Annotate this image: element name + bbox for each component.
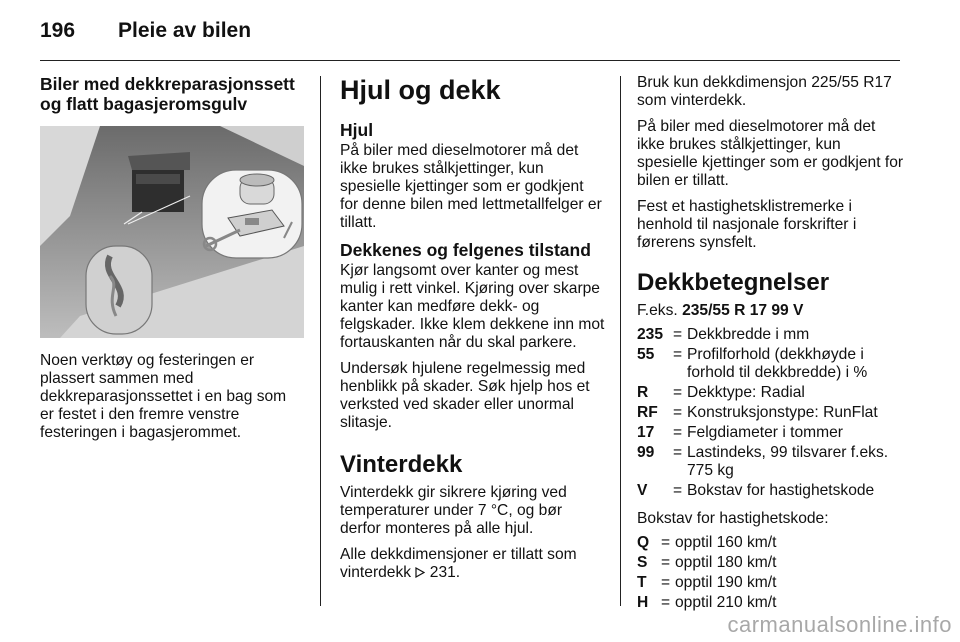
definition-value: opptil 190 km/t (675, 574, 777, 591)
definition-equals: = (673, 326, 683, 343)
winter-paragraph-1: Vinterdekk gir sikrere kjøring ved temperaturer under 7 °C, og bør derfor monteres på alle hjul. (340, 484, 567, 537)
definition-value: Bokstav for hastighetskode (687, 482, 875, 499)
definition-equals: = (673, 404, 683, 421)
right-column (637, 74, 905, 618)
definition-key: Q (637, 534, 650, 551)
definition-row (637, 404, 905, 422)
page-reference-link[interactable]: 231. (429, 564, 461, 581)
definition-row (637, 326, 905, 344)
definition-equals: = (673, 482, 683, 499)
definition-value: Konstruksjonstype: RunFlat (687, 404, 878, 421)
page-number: 196 (40, 19, 76, 42)
definition-key: 17 (637, 424, 655, 441)
condition-heading: Dekkenes og felgenes tilstand (340, 240, 591, 260)
definition-key: H (637, 594, 649, 611)
winter-tyres-heading: Vinterdekk (340, 451, 463, 478)
page-header (0, 0, 960, 60)
condition-paragraph-1: Kjør langsomt over kanter og mest mulig i rett vinkel. Kjøring over skarpe kanter kan medføre dekk- og felgskader. Ikke klem dekkene inn mot fortauskanten når du skal parkere. (340, 262, 605, 351)
definition-row (637, 574, 905, 592)
definition-value: Profilforhold (dekkhøyde i forhold til dekkbredde) i % (687, 346, 868, 381)
definition-row (637, 346, 905, 382)
definition-key: 55 (637, 346, 655, 363)
definition-row (637, 534, 905, 552)
definition-key: 235 (637, 326, 664, 343)
definition-value: Felgdiameter i tommer (687, 424, 843, 441)
column-divider-2 (620, 76, 621, 606)
wheels-text: På biler med dieselmotorer må det ikke brukes stålkjettinger, kun spesielle kjettinger som er godkjent for denne bilen med lettmetallfelger er tillatt. (340, 142, 602, 231)
definition-key: S (637, 554, 648, 571)
definition-row (637, 482, 905, 500)
definition-row (637, 554, 905, 572)
definition-row (637, 384, 905, 402)
winter-paragraph-2-text: Alle dekkdimensjoner er tillatt som vinterdekk (340, 546, 577, 581)
definition-equals: = (673, 424, 683, 441)
speed-code-list (637, 534, 905, 612)
example-label: F.eks. (637, 302, 678, 319)
definition-equals: = (673, 346, 683, 363)
header-divider (40, 60, 900, 61)
definition-row (637, 594, 905, 612)
definition-value: Dekkbredde i mm (687, 326, 810, 343)
arrow-reference-icon (415, 567, 425, 578)
definition-value: Lastindeks, 99 tilsvarer f.eks. 775 kg (687, 444, 889, 479)
definition-equals: = (661, 534, 671, 551)
middle-column (340, 74, 606, 590)
definition-key: R (637, 384, 649, 401)
example-value: 235/55 R 17 99 V (682, 302, 804, 319)
designation-example (637, 302, 905, 320)
definition-key: V (637, 482, 648, 499)
definition-value: opptil 160 km/t (675, 534, 777, 551)
designation-definitions (637, 326, 905, 500)
winter-paragraph-2 (340, 546, 606, 582)
definition-key: 99 (637, 444, 655, 461)
column-divider-1 (320, 76, 321, 606)
definition-equals: = (661, 554, 671, 571)
wheels-heading: Hjul (340, 120, 374, 140)
definition-row (637, 444, 905, 480)
designations-heading: Dekkbetegnelser (637, 269, 830, 296)
page-title: Pleie av bilen (118, 19, 252, 42)
repair-kit-illustration (40, 126, 304, 338)
speed-code-intro: Bokstav for hastighetskode: (637, 510, 829, 527)
winter-dimension-note: Bruk kun dekkdimensjon 225/55 R17 som vinterdekk. (637, 74, 892, 109)
definition-equals: = (661, 594, 671, 611)
definition-value: opptil 210 km/t (675, 594, 777, 611)
definition-equals: = (661, 574, 671, 591)
repair-kit-caption: Noen verktøy og festeringen er plassert sammen med dekkreparasjonssettet i en bag som er festet i den fremre venstre festeringen i bagasjerommet. (40, 352, 287, 441)
definition-key: T (637, 574, 647, 591)
watermark: carmanualsonline.info (727, 612, 952, 637)
definition-key: RF (637, 404, 658, 421)
definition-row (637, 424, 905, 442)
definition-value: opptil 180 km/t (675, 554, 777, 571)
repair-kit-heading: Biler med dekkreparasjonssett og flatt bagasjeromsgulv (40, 74, 295, 114)
diesel-chains-note: På biler med dieselmotorer må det ikke brukes stålkjettinger, kun spesielle kjettinger som er godkjent for bilen er tillatt. (637, 118, 904, 189)
condition-paragraph-2: Undersøk hjulene regelmessig med henblikk på skader. Søk hjelp hos et verksted ved skader eller unormal slitasje. (340, 360, 590, 431)
speed-sticker-note: Fest et hastighetsklistremerke i henhold til nasjonale forskrifter i førerens synsfelt. (637, 198, 857, 251)
definition-equals: = (673, 444, 683, 461)
definition-equals: = (673, 384, 683, 401)
definition-value: Dekktype: Radial (687, 384, 805, 401)
section-title: Hjul og dekk (340, 75, 501, 105)
left-column (40, 74, 304, 450)
